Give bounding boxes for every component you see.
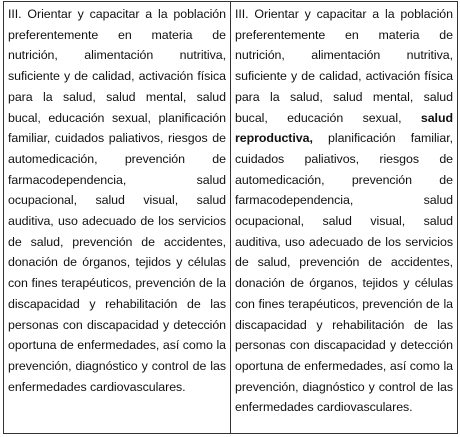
right-cell-text-segment: III. Orientar y capacitar a la población preferentemente en materia de nutrición, alimentación nutritiva, suficiente y de calidad, activación física para la salud, salud mental, salud bucal, educación sexual, <box>235 7 453 125</box>
comparison-table <box>3 1 458 434</box>
right-cell-bold-segment: salud reproductiva, <box>235 110 453 146</box>
right-cell-text <box>231 2 457 418</box>
left-cell <box>4 2 231 434</box>
left-cell-text-segment: III. Orientar y capacitar a la población preferentemente en materia de nutrición, alimentación nutritiva, suficiente y de calidad, activación física para la salud, salud mental, salud bucal, educación sexual, planificación familiar, cuidados paliativos, riesgos de automedicación, prevención de farmacodependencia, salud ocupacional, salud visual, salud auditiva, uso adecuado de los servicios de salud, prevención de accidentes, donación de órganos, tejidos y células con fines terapéuticos, prevención de la discapacidad y rehabilitación de las personas con discapacidad y detección oportuna de enfermedades, así como la prevención, diagnóstico y control de las enfermedades cardiovasculares. <box>8 7 226 394</box>
table-row <box>4 2 458 434</box>
left-cell-text <box>4 2 230 397</box>
right-cell <box>231 2 458 434</box>
right-cell-text-segment: planificación familiar, cuidados paliativos, riesgos de automedicación, prevención de farmacodependencia, salud ocupacional, salud visual, salud auditiva, uso adecuado de los servicios de salud, prevención de accidentes, donación de órganos, tejidos y células con fines terapéuticos, prevención de la discapacidad y rehabilitación de las personas con discapacidad y detección oportuna de enfermedades, así como la prevención, diagnóstico y control de las enfermedades cardiovasculares. <box>235 131 453 415</box>
